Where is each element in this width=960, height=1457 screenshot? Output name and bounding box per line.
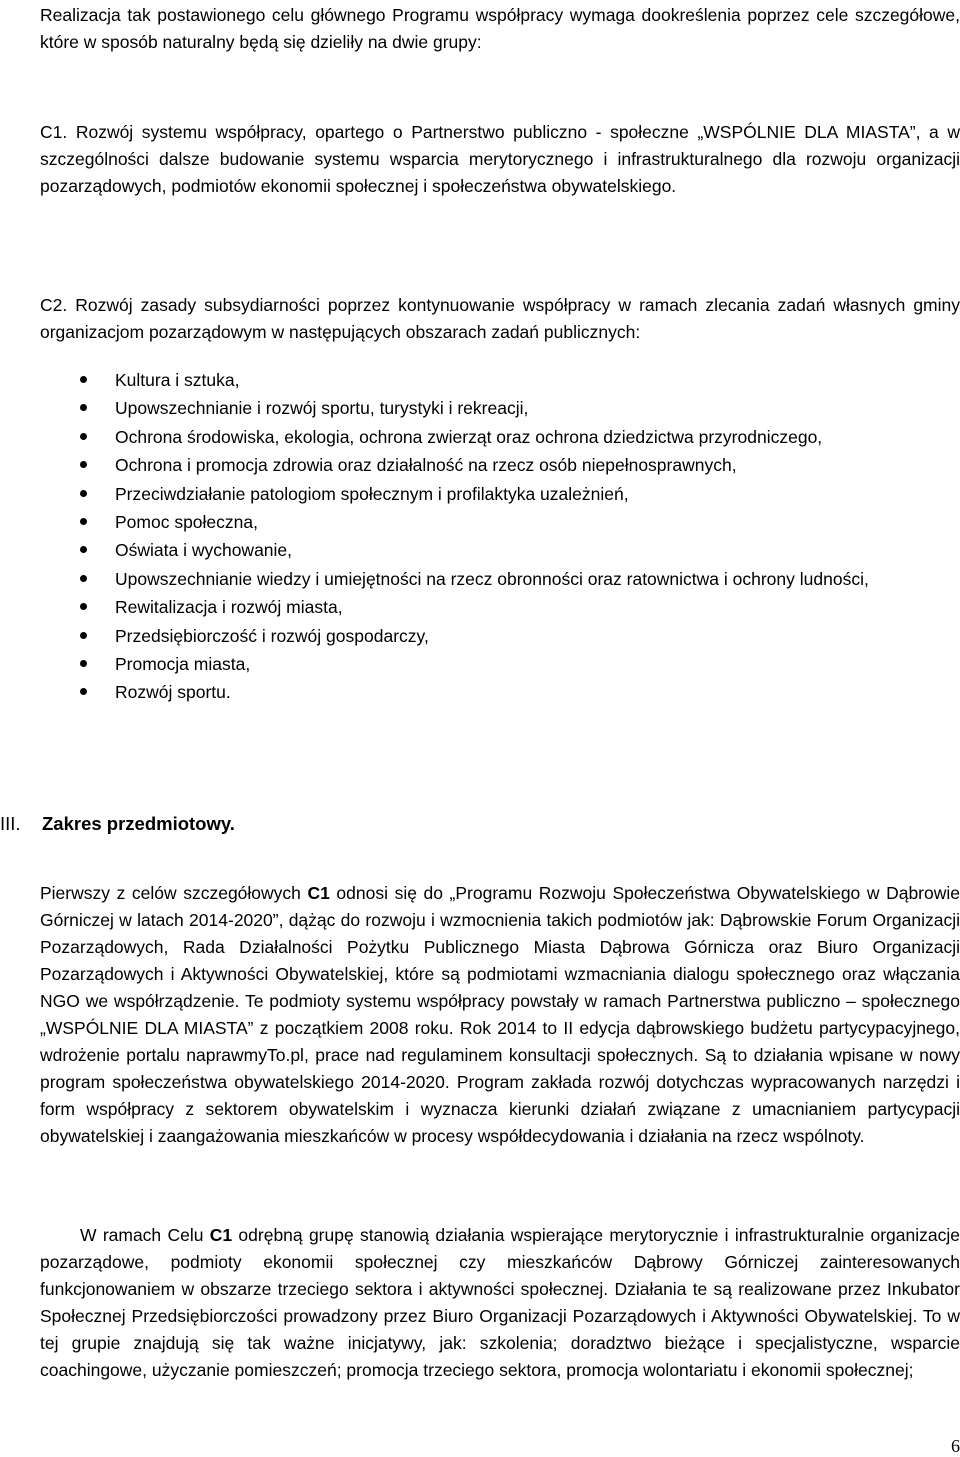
list-item xyxy=(40,565,960,593)
list-item xyxy=(40,650,960,678)
list-item xyxy=(40,480,960,508)
section-number: III. xyxy=(0,813,21,834)
scope-paragraph-2 xyxy=(40,1222,960,1384)
list-item-text: Rewitalizacja i rozwój miasta, xyxy=(115,597,343,618)
bullet-icon xyxy=(80,688,87,695)
bullet-icon xyxy=(80,632,87,639)
goal-c1-paragraph xyxy=(40,119,960,200)
list-item-text: Ochrona środowiska, ekologia, ochrona zwierząt oraz ochrona dziedzictwa przyrodniczego, xyxy=(115,426,823,447)
section-heading xyxy=(0,810,235,837)
goal-c2-label: C2. xyxy=(40,295,68,315)
goal-c2-body: Rozwój zasady subsydiarności poprzez kontynuowanie współpracy w ramach zlecania zadań własnych gminy organizacjom pozarządowym w następujących obszarach zadań publicznych: xyxy=(40,295,960,342)
scope-paragraph-2-goal: C1 xyxy=(209,1225,233,1245)
list-item-text: Upowszechnianie wiedzy i umiejętności na rzecz obronności oraz ratownictwa i ochrony ludności, xyxy=(115,568,869,589)
list-item-text: Przeciwdziałanie patologiom społecznym i profilaktyka uzależnień, xyxy=(115,483,629,504)
scope-paragraph-1-start: Pierwszy z celów szczegółowych xyxy=(40,883,308,903)
section-title: Zakres przedmiotowy. xyxy=(42,813,235,834)
scope-paragraph-2-start: W ramach Celu xyxy=(80,1225,210,1245)
scope-paragraph-1-goal: C1 xyxy=(307,883,330,903)
list-item-text: Promocja miasta, xyxy=(115,654,251,675)
scope-paragraph-1-rest: odnosi się do „Programu Rozwoju Społeczeństwa Obywatelskiego w Dąbrowie Górniczej w latach 2014-2020”, dążąc do rozwoju i wzmocnienia takich podmiotów jak: Dąbrowskie Forum Organizacji Pozarządowych, Rada Działalności Pożytku Publicznego Miasta Dąbrowa Górnicza oraz Biuro Organizacji Pozarządowych i Aktywności Obywatelskiej, które są podmiotami wzmacniania dialogu społecznego oraz włączania NGO we współrządzenie. Te podmioty systemu współpracy powstały w ramach Partnerstwa publiczno – społecznego „WSPÓLNIE DLA MIASTA” z początkiem 2008 roku. Rok 2014 to II edycja dąbrowskiego budżetu partycypacyjnego, wdrożenie portalu naprawmyTo.pl, prace nad regulaminem konsultacji społecznych. Są to działania wpisane w nowy program społeczeństwa obywatelskiego 2014-2020. Program zakłada rozwój dotychczas wypracowanych narzędzi i form współpracy z sektorem obywatelskim i wyznacza kierunki działań związane z umacnianiem partycypacji obywatelskiej i zaangażowania mieszkańców w procesy współdecydowania i działania na rzecz wspólnoty. xyxy=(40,883,960,1146)
bullet-icon xyxy=(80,433,87,440)
public-task-areas xyxy=(40,366,960,707)
bullet-icon xyxy=(80,603,87,610)
bullet-icon xyxy=(80,518,87,525)
scope-paragraph-1 xyxy=(40,880,960,1150)
page-number: 6 xyxy=(951,1436,960,1456)
goal-c1-body: Rozwój systemu współpracy, opartego o Partnerstwo publiczno - społeczne „WSPÓLNIE DLA MIASTA”, a w szczególności dalsze budowanie systemu wsparcia merytorycznego i infrastrukturalnego dla rozwoju organizacji pozarządowych, podmiotów ekonomii społecznej i społeczeństwa obywatelskiego. xyxy=(40,122,960,196)
bullet-icon xyxy=(80,490,87,497)
scope-paragraph-2-text xyxy=(40,1222,960,1384)
bullet-icon xyxy=(80,660,87,667)
list-item-text: Pomoc społeczna, xyxy=(115,512,258,533)
list-item xyxy=(40,622,960,650)
bullet-icon xyxy=(80,404,87,411)
goal-c1-label: C1. xyxy=(40,122,68,142)
list-item-text: Rozwój sportu. xyxy=(115,682,231,703)
list-item xyxy=(40,508,960,536)
list-item-text: Kultura i sztuka, xyxy=(115,370,240,390)
list-item xyxy=(40,678,960,706)
list-item-text: Upowszechnianie i rozwój sportu, turystyki i rekreacji, xyxy=(115,398,529,419)
goal-c1-text xyxy=(40,119,960,200)
list-item xyxy=(40,451,960,479)
list-item xyxy=(40,536,960,564)
bullet-icon xyxy=(80,376,87,383)
list-item xyxy=(40,366,960,394)
intro-text: Realizacja tak postawionego celu głównego Programu współpracy wymaga dookreślenia poprzez cele szczegółowe, które w sposób naturalny będą się dzieliły na dwie grupy: xyxy=(40,5,960,52)
goal-c2-text xyxy=(40,292,960,346)
intro-paragraph xyxy=(40,2,960,56)
scope-paragraph-2-rest: odrębną grupę stanowią działania wspierające merytorycznie i infrastrukturalnie organizacje pozarządowe, podmioty ekonomii społecznej czy mieszkańców Dąbrowy Górniczej zainteresowanych funkcjonowaniem w obszarze trzeciego sektora i aktywności społecznej. Działania te są realizowane przez Inkubator Społecznej Przedsiębiorczości prowadzony przez Biuro Organizacji Pozarządowych i Aktywności Obywatelskiej. To w tej grupie znajdują się tak ważne inicjatywy, jak: szkolenia; doradztwo bieżące i specjalistyczne, wsparcie coachingowe, użyczanie pomieszczeń; promocja trzeciego sektora, promocja wolontariatu i ekonomii społecznej; xyxy=(40,1225,960,1380)
bullet-icon xyxy=(80,461,87,468)
bullet-icon xyxy=(80,575,87,582)
list-item xyxy=(40,394,960,422)
scope-paragraph-1-text xyxy=(40,880,960,1150)
list-item-text: Oświata i wychowanie, xyxy=(115,540,293,561)
bullet-icon xyxy=(80,546,87,553)
goal-c2-paragraph xyxy=(40,292,960,346)
list-item xyxy=(40,423,960,451)
list-item-text: Ochrona i promocja zdrowia oraz działalność na rzecz osób niepełnosprawnych, xyxy=(115,455,737,476)
list-item xyxy=(40,593,960,621)
public-task-areas-list xyxy=(40,366,960,707)
list-item-text: Przedsiębiorczość i rozwój gospodarczy, xyxy=(115,625,429,646)
